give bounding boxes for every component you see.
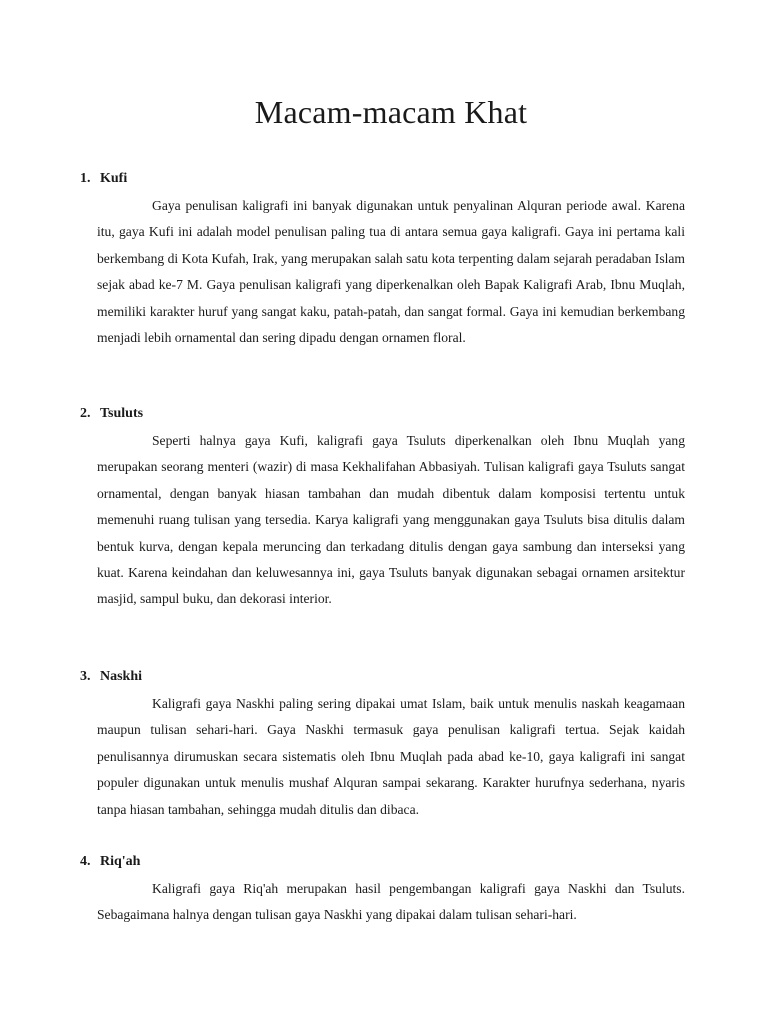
section-number: 4. <box>80 854 91 869</box>
section-paragraph: Kaligrafi gaya Naskhi paling sering dipakai umat Islam, baik untuk menulis naskah keagamaan maupun tulisan sehari-hari. Gaya Naskhi termasuk gaya penulisan kaligrafi tertua. Sejak kaidah penulisannya dirumuskan secara sistematis oleh Ibnu Muqlah pada abad ke-10, gaya kaligrafi ini sangat populer digunakan untuk menulis mushaf Alquran sampai sekarang. Karakter hurufnya sederhana, nyaris tanpa hiasan tambahan, sehingga mudah ditulis dan dibaca. <box>97 696 685 817</box>
section-heading <box>80 170 127 188</box>
section-title: Kufi <box>100 171 128 186</box>
section-number: 3. <box>80 669 91 684</box>
section-heading <box>80 853 140 871</box>
document-title: Macam-macam Khat <box>254 94 528 130</box>
section-paragraph: Seperti halnya gaya Kufi, kaligrafi gaya Tsuluts diperkenalkan oleh Ibnu Muqlah yang merupakan seorang menteri (wazir) di masa Kekhalifahan Abbasiyah. Tulisan kaligrafi gaya Tsuluts sangat ornamental, dengan banyak hiasan tambahan dan mudah dibentuk dalam komposisi tertentu untuk memenuhi ruang tulisan yang tersedia. Karya kaligrafi yang menggunakan gaya Tsuluts bisa ditulis dalam bentuk kurva, dengan kepala meruncing dan terkadang ditulis dengan gaya sambung dan interseksi yang kuat. Karena keindahan dan keluwesannya ini, gaya Tsuluts banyak digunakan sebagai ornamen arsitektur masjid, sampul buku, dan dekorasi interior. <box>97 433 685 607</box>
section-heading <box>80 668 142 686</box>
section-number: 2. <box>80 406 91 421</box>
section-heading <box>80 405 143 423</box>
section-number: 1. <box>80 171 91 186</box>
section-title: Tsuluts <box>100 406 144 421</box>
section-paragraph: Kaligrafi gaya Riq'ah merupakan hasil pengembangan kaligrafi gaya Naskhi dan Tsuluts. Sebagaimana halnya dengan tulisan gaya Naskhi yang dipakai dalam tulisan sehari-hari. <box>97 881 685 923</box>
section-title: Naskhi <box>100 669 143 684</box>
section-paragraph: Gaya penulisan kaligrafi ini banyak digunakan untuk penyalinan Alquran periode awal. Karena itu, gaya Kufi ini adalah model penulisan paling tua di antara semua gaya kaligrafi. Gaya ini pertama kali berkembang di Kota Kufah, Irak, yang merupakan salah satu kota terpenting dalam sejarah peradaban Islam sejak abad ke-7 M. Gaya penulisan kaligrafi yang diperkenalkan oleh Bapak Kaligrafi Arab, Ibnu Muqlah, memiliki karakter huruf yang sangat kaku, patah-patah, dan sangat formal. Gaya ini kemudian berkembang menjadi lebih ornamental dan sering dipadu dengan ornamen floral. <box>97 198 685 346</box>
section-title: Riq'ah <box>100 854 141 869</box>
